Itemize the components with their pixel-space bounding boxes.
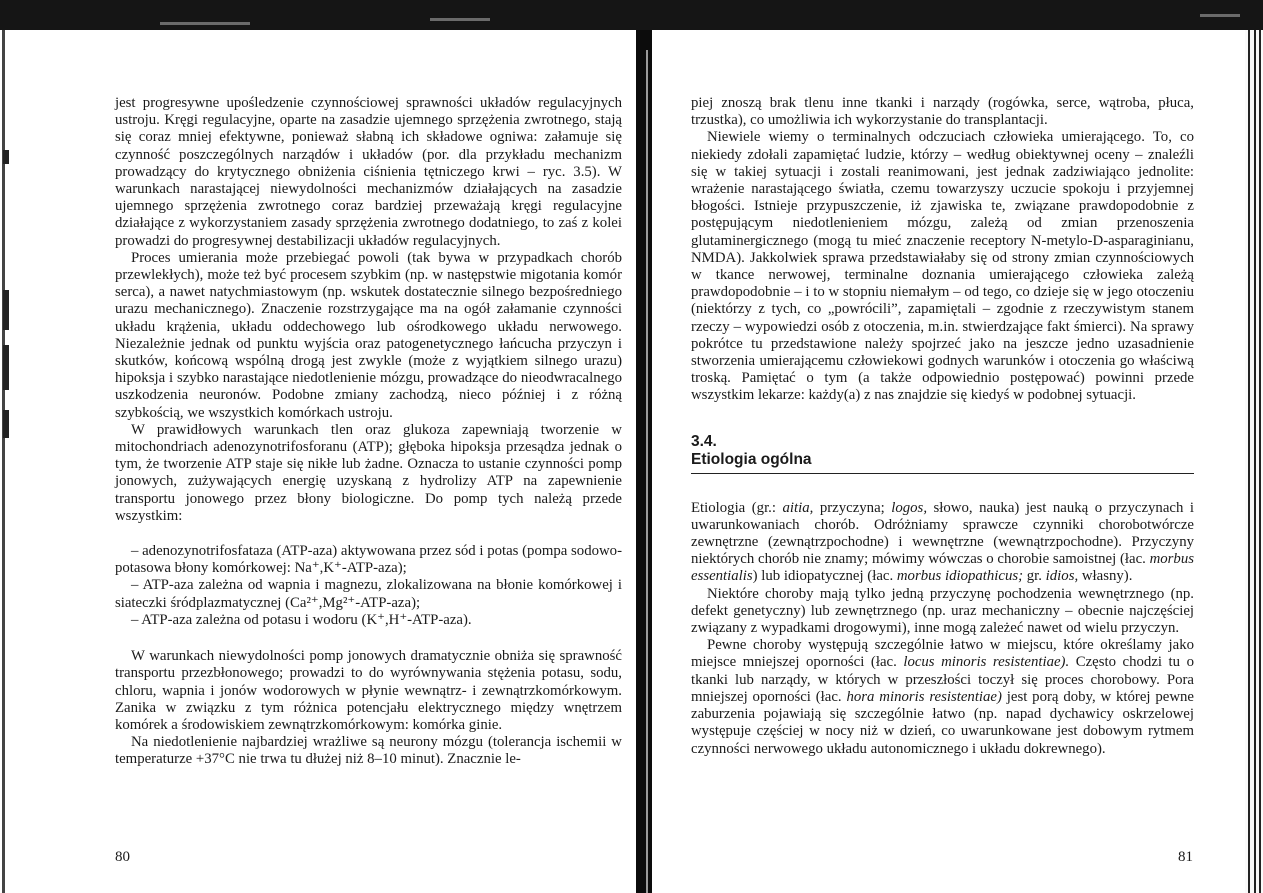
right-paragraph-3: Etiologia (gr.: aitia, przyczyna; logos, słowo, nauka) jest nauką o przyczynach i uwarunkowaniach chorób. Odróżniamy sprawcze czynniki chorobotwórcze zewnętrzne (zewnątrzpochodne) i wewnętrzne (wewnątrzpochodne). Przyczyny niektórych chorób nie znamy; mówimy wówczas o chorobie samoistnej (łac. morbus essentialis) lub idiopatycznej (łac. morbus idiopathicus; gr. idios, własny).: [691, 499, 1194, 585]
right-paragraph-1: piej znoszą brak tlenu inne tkanki i narządy (rogówka, serce, wątroba, płuca, trzustka), co umożliwia ich wykorzystanie do transplantacji.: [691, 95, 1194, 129]
right-page: [691, 95, 1194, 758]
scan-left-mark: [3, 410, 9, 438]
list-item-1: – adenozynotrifosfataza (ATP-aza) aktywowana przez sód i potas (pompa sodowo-potasowa błony komórkowej: Na⁺,K⁺-ATP-aza);: [115, 543, 622, 577]
scan-top-shadow: [0, 0, 1263, 30]
left-paragraph-5: Na niedotlenienie najbardziej wrażliwe są neurony mózgu (tolerancja ischemii w temperaturze +37°C nie trwa tu dłużej niż 8–10 minut). Znacznie le-: [115, 734, 622, 768]
left-paragraph-3: W prawidłowych warunkach tlen oraz glukoza zapewniają tworzenie w mitochondriach adenozynotrifosforanu (ATP); głęboka hipoksja przesądza jednak o tym, że tworzenie ATP staje się nikłe lub żadne. Oznacza to ustanie czynności pomp jonowych, zużywających energię uzyskaną z hydrolizy ATP na zapewnienie transportu jonowego przez błony biologiczne. Do pomp tych należą przede wszystkim:: [115, 421, 622, 524]
scan-left-mark: [3, 150, 9, 164]
page-number-right: 81: [1178, 849, 1193, 865]
section-number: 3.4.: [691, 432, 717, 450]
left-paragraph-1: jest progresywne upośledzenie czynnościowej sprawności układów regulacyjnych ustroju. Kręgi regulacyjne, oparte na zasadzie ujemnego sprzężenia zwrotnego, stają się coraz mniej efektywne, ponieważ słabną ich składowe ogniwa: załamuje się czynność poszczególnych narządów i układów (por. dla przykładu mechanizm prowadzący do krytycznego obniżenia ciśnienia tętniczego krwi – ryc. 3.5). W warunkach narastającej niewydolności mechanizmów działających na zasadzie ujemnego sprzężenia zwrotnego coraz bardziej przeważają kręgi regulacyjne działające z wykorzystaniem zasady sprzężenia zwrotnego dodatniego, to zaś z kolei prowadzi do progresywnej destabilizacji układów regulacyjnych.: [115, 95, 622, 249]
left-paragraph-2: Proces umierania może przebiegać powoli (tak bywa w przypadkach chorób przewlekłych), może też być procesem szybkim (np. w następstwie migotania komór serca), a nawet natychmiastowym (np. wskutek dostatecznie silnego bezpośredniego urazu mechanicznego). Znaczenie rozstrzygające ma na ogół załamanie czynności układu krążenia, układu oddechowego lub ośrodkowego układu nerwowego. Niezależnie jednak od punktu wyjścia oraz patogenetycznego łańcucha przyczyn i skutków, końcową wspólną drogą jest zwykle (może z wyjątkiem silnego urazu) hipoksja i szybko narastające niedotlenienie mózgu, prowadzące do nieodwracalnego uszkodzenia neuronów. Podobne zmiany zachodzą, nieco później i z różną szybkością, we wszystkich komórkach ustroju.: [115, 249, 622, 421]
section-title: Etiologia ogólna: [691, 451, 1194, 474]
scan-left-mark: [3, 290, 9, 330]
page-number-left: 80: [115, 849, 130, 865]
list-item-3: – ATP-aza zależna od potasu i wodoru (K⁺,H⁺-ATP-aza).: [131, 611, 472, 628]
book-gutter-highlight: [646, 50, 648, 893]
list-item-2: – ATP-aza zależna od wapnia i magnezu, zlokalizowana na błonie komórkowej i siateczki śródplazmatycznej (Ca²⁺,Mg²⁺-ATP-aza);: [115, 577, 622, 611]
left-page: [115, 95, 622, 769]
right-paragraph-2: Niewiele wiemy o terminalnych odczuciach człowieka umierającego. To, co niekiedy zdołali zapamiętać ludzie, którzy – według obiektywnej oceny – znaleźli się w takiej sytuacji i zostali reanimowani, jest jednak zadziwiająco jednolite: wrażenie narastającego światła, czemu towarzyszy uczucie spokoju i przyjemnej błogości. Istnieje przypuszczenie, iż zjawiska te, związane prawdopodobnie z postępującym niedotlenieniem mózgu, zależą od zmian przenoszenia glutaminergicznego (mogą tu mieć znaczenie receptory N-metylo-D-asparaginianu, NMDA). Jakkolwiek sprawa przedstawiałaby się od strony zmian czynnościowych w tkance nerwowej, terminalne doznania umierającego człowieka zależą prawdopodobnie – i to w stopniu niemałym – od tego, co dzieje się w jego otoczeniu (niektórzy z tych, co „powrócili”, zapamiętali – zgodnie z rzeczywistym stanem rzeczy – wypowiedzi osób z otoczenia, m.in. stwierdzające fakt śmierci). Na sprawy pokrótce tu przedstawione należy spojrzeć jako na jeszcze jedno uzasadnienie stworzenia umierającemu człowiekowi godnych warunków i otoczenia go właściwą troską. Pamiętać o tym (a także odpowiednio postępować) powinni przede wszystkim lekarze: każdy(a) z nas znajdzie się kiedyś w podobnej sytuacji.: [691, 129, 1194, 404]
left-paragraph-4: W warunkach niewydolności pomp jonowych dramatycznie obniża się sprawność transportu przezbłonowego; prowadzi to do wyrównywania stężenia potasu, sodu, chloru, wapnia i jonów wodorowych w płynie wewnątrz- i zewnątrzkomórkowym. Zanika w związku z tym różnica potencjału elektrycznego między wnętrzem komórek a środowiskiem zewnątrzkomórkowym: komórka ginie.: [115, 648, 622, 733]
scan-right-edge: [1245, 30, 1263, 893]
right-paragraph-5: Pewne choroby występują szczególnie łatwo w miejscu, które określamy jako miejsce mniejszej oporności (łac. locus minoris resistentiae). Często chodzi tu o tkanki lub narządy, w których w przeszłości toczył się proces chorobowy. Pora mniejszej oporności (łac. hora minoris resistentiae) jest porą doby, w której pewne zaburzenia pojawiają się szczególnie łatwo (np. napad dychawicy oskrzelowej występuje częściej w nocy niż w dzień, co uwarunkowane jest dobowym rytmem czynności nerwowego układu autonomicznego i układu dokrewnego).: [691, 637, 1195, 757]
right-paragraph-4: Niektóre choroby mają tylko jedną przyczynę pochodzenia wewnętrznego (np. defekt genetyczny) lub zewnętrznego (np. uraz mechaniczny – obecnie najczęściej związany z wypadkami drogowymi), inne mogą zależeć nawet od wielu przyczyn.: [691, 585, 1194, 637]
scan-left-mark: [3, 345, 9, 390]
book-gutter: [636, 30, 652, 893]
